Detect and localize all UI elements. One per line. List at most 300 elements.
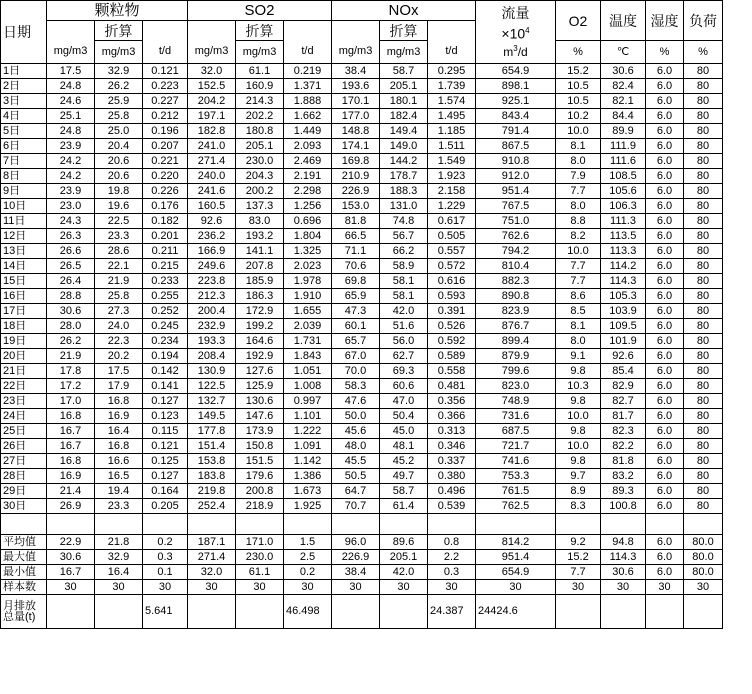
table-cell: 6.0 — [646, 550, 684, 565]
table-cell: 174.1 — [332, 139, 380, 154]
table-row — [1, 349, 723, 364]
table-cell: 69.8 — [332, 274, 380, 289]
row-label-cell: 21日 — [1, 364, 47, 379]
table-cell: 38.4 — [332, 64, 380, 79]
table-cell: 26.5 — [47, 259, 95, 274]
table-cell: 32.9 — [95, 550, 143, 565]
table-cell: 0.127 — [143, 469, 188, 484]
table-row — [1, 124, 723, 139]
table-cell: 20.6 — [95, 154, 143, 169]
blank-cell — [47, 514, 95, 535]
table-cell: 731.6 — [476, 409, 556, 424]
table-cell: 0.380 — [428, 469, 476, 484]
table-cell: 6.0 — [646, 79, 684, 94]
table-cell: 64.7 — [332, 484, 380, 499]
row-label-cell: 23日 — [1, 394, 47, 409]
table-cell: 16.8 — [95, 394, 143, 409]
table-cell: 0.142 — [143, 364, 188, 379]
table-cell: 180.1 — [380, 94, 428, 109]
table-cell: 80.0 — [684, 550, 723, 565]
table-cell: 9.8 — [556, 424, 601, 439]
table-cell: 6.0 — [646, 139, 684, 154]
table-cell: 16.9 — [95, 409, 143, 424]
table-row — [1, 229, 723, 244]
table-cell: 1.739 — [428, 79, 476, 94]
table-cell: 80 — [684, 424, 723, 439]
row-label-cell: 7日 — [1, 154, 47, 169]
table-cell: 173.9 — [236, 424, 284, 439]
blank-cell — [188, 514, 236, 535]
table-cell: 9.8 — [556, 364, 601, 379]
table-cell: 7.7 — [556, 184, 601, 199]
table-cell: 23.3 — [95, 499, 143, 514]
table-cell: 0.211 — [143, 244, 188, 259]
table-cell: 151.5 — [236, 454, 284, 469]
table-cell: 45.2 — [380, 454, 428, 469]
table-cell: 151.4 — [188, 439, 236, 454]
table-row — [1, 304, 723, 319]
table-cell: 152.5 — [188, 79, 236, 94]
table-cell: 0.539 — [428, 499, 476, 514]
table-cell: 17.2 — [47, 379, 95, 394]
table-cell: 1.256 — [284, 199, 332, 214]
table-cell: 236.2 — [188, 229, 236, 244]
row-label-cell: 16日 — [1, 289, 47, 304]
blank-cell — [95, 514, 143, 535]
table-cell: 92.6 — [601, 349, 646, 364]
table-cell: 6.0 — [646, 259, 684, 274]
blank-cell — [601, 514, 646, 535]
table-cell: 2.2 — [428, 550, 476, 565]
table-cell: 16.6 — [95, 454, 143, 469]
table-cell: 23.0 — [47, 199, 95, 214]
table-cell: 30 — [47, 580, 95, 595]
total-empty — [684, 595, 723, 629]
table-cell: 9.8 — [556, 394, 601, 409]
table-cell: 6.0 — [646, 199, 684, 214]
header-particulate-converted: 折算 — [95, 21, 143, 41]
daily-rows — [1, 64, 723, 514]
row-label-cell: 8日 — [1, 169, 47, 184]
table-cell: 0.223 — [143, 79, 188, 94]
total-empty — [380, 595, 428, 629]
table-cell: 10.0 — [556, 124, 601, 139]
table-cell: 1.091 — [284, 439, 332, 454]
row-label-cell: 11日 — [1, 214, 47, 229]
table-cell: 177.8 — [188, 424, 236, 439]
header-so2-blank — [188, 21, 236, 41]
total-nox: 24.387 — [428, 595, 476, 629]
table-cell: 1.449 — [284, 124, 332, 139]
header-particulate: 颗粒物 — [47, 1, 188, 21]
table-cell: 153.0 — [332, 199, 380, 214]
table-row — [1, 94, 723, 109]
table-cell: 130.6 — [236, 394, 284, 409]
table-row — [1, 64, 723, 79]
table-cell: 132.7 — [188, 394, 236, 409]
table-cell: 1.386 — [284, 469, 332, 484]
table-cell: 27.3 — [95, 304, 143, 319]
header-flow-unit-exp: 3 — [513, 44, 518, 54]
table-cell: 131.0 — [380, 199, 428, 214]
table-cell: 25.0 — [95, 124, 143, 139]
table-cell: 10.5 — [556, 94, 601, 109]
table-cell: 28.6 — [95, 244, 143, 259]
table-row — [1, 199, 723, 214]
table-cell: 0.696 — [284, 214, 332, 229]
table-cell: 0.557 — [428, 244, 476, 259]
table-cell: 6.0 — [646, 439, 684, 454]
table-cell: 0.127 — [143, 394, 188, 409]
table-cell: 16.5 — [95, 469, 143, 484]
unit-o2: % — [556, 41, 601, 64]
table-cell: 80 — [684, 469, 723, 484]
table-cell: 58.3 — [332, 379, 380, 394]
table-cell: 192.9 — [236, 349, 284, 364]
row-label-cell: 10日 — [1, 199, 47, 214]
table-cell: 58.1 — [380, 274, 428, 289]
summary-rows — [1, 535, 723, 595]
table-cell: 17.9 — [95, 379, 143, 394]
total-flow: 24424.6 — [476, 595, 556, 629]
table-cell: 8.0 — [556, 199, 601, 214]
table-cell: 0.2 — [143, 535, 188, 550]
table-cell: 0.366 — [428, 409, 476, 424]
table-cell: 10.0 — [556, 409, 601, 424]
table-cell: 60.1 — [332, 319, 380, 334]
table-cell: 21.9 — [47, 349, 95, 364]
table-cell: 182.4 — [380, 109, 428, 124]
table-cell: 26.9 — [47, 499, 95, 514]
table-cell: 21.9 — [95, 274, 143, 289]
table-row — [1, 439, 723, 454]
blank-cell — [428, 514, 476, 535]
table-cell: 186.3 — [236, 289, 284, 304]
table-cell: 26.4 — [47, 274, 95, 289]
table-cell: 210.9 — [332, 169, 380, 184]
table-cell: 66.2 — [380, 244, 428, 259]
header-temp: 温度 — [601, 1, 646, 41]
header-flow-unit — [478, 42, 553, 59]
table-cell: 30.6 — [601, 64, 646, 79]
table-cell: 30 — [684, 580, 723, 595]
table-cell: 0.572 — [428, 259, 476, 274]
table-cell: 80 — [684, 454, 723, 469]
table-cell: 6.0 — [646, 484, 684, 499]
table-cell: 751.0 — [476, 214, 556, 229]
table-cell: 200.8 — [236, 484, 284, 499]
table-cell: 1.511 — [428, 139, 476, 154]
table-cell: 6.0 — [646, 394, 684, 409]
table-cell: 80 — [684, 229, 723, 244]
row-label-cell: 14日 — [1, 259, 47, 274]
table-cell: 1.673 — [284, 484, 332, 499]
table-cell: 767.5 — [476, 199, 556, 214]
table-cell: 30.6 — [47, 550, 95, 565]
table-cell: 80 — [684, 124, 723, 139]
table-cell: 6.0 — [646, 184, 684, 199]
table-cell: 60.6 — [380, 379, 428, 394]
table-cell: 30.6 — [601, 565, 646, 580]
table-cell: 74.8 — [380, 214, 428, 229]
table-cell: 30 — [188, 580, 236, 595]
row-label-cell: 25日 — [1, 424, 47, 439]
table-cell: 21.4 — [47, 484, 95, 499]
table-cell: 45.5 — [332, 454, 380, 469]
table-cell: 23.3 — [95, 229, 143, 244]
table-row — [1, 484, 723, 499]
table-cell: 82.3 — [601, 424, 646, 439]
table-cell: 22.3 — [95, 334, 143, 349]
table-cell: 1.495 — [428, 109, 476, 124]
blank-cell — [476, 514, 556, 535]
table-cell: 0.1 — [143, 565, 188, 580]
table-cell: 149.0 — [380, 139, 428, 154]
table-row — [1, 394, 723, 409]
table-cell: 6.0 — [646, 409, 684, 424]
table-cell: 26.2 — [47, 334, 95, 349]
table-cell: 0.337 — [428, 454, 476, 469]
table-row — [1, 139, 723, 154]
table-cell: 0.164 — [143, 484, 188, 499]
table-cell: 1.101 — [284, 409, 332, 424]
table-cell: 26.2 — [95, 79, 143, 94]
table-cell: 30 — [556, 580, 601, 595]
row-label-cell: 12日 — [1, 229, 47, 244]
table-cell: 26.3 — [47, 229, 95, 244]
table-cell: 6.0 — [646, 124, 684, 139]
total-particulate: 5.641 — [143, 595, 188, 629]
table-cell: 0.141 — [143, 379, 188, 394]
table-cell: 50.5 — [332, 469, 380, 484]
header-date: 日期 — [1, 1, 47, 64]
table-cell: 127.6 — [236, 364, 284, 379]
table-cell: 1.549 — [428, 154, 476, 169]
table-cell: 193.3 — [188, 334, 236, 349]
table-cell: 170.1 — [332, 94, 380, 109]
table-cell: 113.3 — [601, 244, 646, 259]
row-label-cell: 29日 — [1, 484, 47, 499]
table-cell: 2.158 — [428, 184, 476, 199]
table-cell: 823.9 — [476, 304, 556, 319]
summary-row — [1, 550, 723, 565]
blank-cell — [143, 514, 188, 535]
table-cell: 193.2 — [236, 229, 284, 244]
table-cell: 7.7 — [556, 274, 601, 289]
table-cell: 0.201 — [143, 229, 188, 244]
table-cell: 226.9 — [332, 550, 380, 565]
table-cell: 22.1 — [95, 259, 143, 274]
table-cell: 6.0 — [646, 499, 684, 514]
unit-so2-converted-mgm3: mg/m3 — [236, 41, 284, 64]
total-label-line1: 月排放 — [3, 599, 36, 612]
table-cell: 951.4 — [476, 550, 556, 565]
table-cell: 80 — [684, 169, 723, 184]
summary-row — [1, 580, 723, 595]
table-cell: 1.978 — [284, 274, 332, 289]
table-cell: 109.5 — [601, 319, 646, 334]
table-cell: 0.356 — [428, 394, 476, 409]
table-cell: 8.6 — [556, 289, 601, 304]
table-cell: 6.0 — [646, 214, 684, 229]
table-cell: 80.0 — [684, 565, 723, 580]
table-cell: 879.9 — [476, 349, 556, 364]
row-label-cell: 22日 — [1, 379, 47, 394]
row-label-cell: 28日 — [1, 469, 47, 484]
table-cell: 791.4 — [476, 124, 556, 139]
table-cell: 81.8 — [332, 214, 380, 229]
table-cell: 153.8 — [188, 454, 236, 469]
table-cell: 17.5 — [47, 64, 95, 79]
table-cell: 2.093 — [284, 139, 332, 154]
table-cell: 910.8 — [476, 154, 556, 169]
table-cell: 17.8 — [47, 364, 95, 379]
table-cell: 80 — [684, 109, 723, 124]
table-cell: 8.0 — [556, 334, 601, 349]
table-cell: 80 — [684, 79, 723, 94]
table-cell: 16.9 — [47, 469, 95, 484]
table-cell: 6.0 — [646, 424, 684, 439]
table-cell: 101.9 — [601, 334, 646, 349]
table-cell: 24.6 — [47, 94, 95, 109]
table-cell: 0.221 — [143, 154, 188, 169]
table-cell: 1.222 — [284, 424, 332, 439]
table-cell: 810.4 — [476, 259, 556, 274]
table-cell: 1.843 — [284, 349, 332, 364]
table-cell: 10.3 — [556, 379, 601, 394]
table-cell: 30.6 — [47, 304, 95, 319]
table-cell: 17.0 — [47, 394, 95, 409]
table-cell: 214.3 — [236, 94, 284, 109]
table-cell: 0.505 — [428, 229, 476, 244]
table-cell: 823.0 — [476, 379, 556, 394]
table-cell: 0.121 — [143, 439, 188, 454]
table-cell: 10.0 — [556, 439, 601, 454]
table-row — [1, 169, 723, 184]
table-cell: 66.5 — [332, 229, 380, 244]
table-cell: 113.5 — [601, 229, 646, 244]
header-humidity: 湿度 — [646, 1, 684, 41]
table-cell: 843.4 — [476, 109, 556, 124]
table-row — [1, 499, 723, 514]
table-cell: 20.2 — [95, 349, 143, 364]
header-flow-unit-tail: /d — [517, 45, 528, 60]
table-cell: 899.4 — [476, 334, 556, 349]
table-cell: 80 — [684, 304, 723, 319]
total-empty — [332, 595, 380, 629]
table-cell: 0.558 — [428, 364, 476, 379]
table-cell: 83.0 — [236, 214, 284, 229]
unit-particulate-td: t/d — [143, 41, 188, 64]
table-cell: 85.4 — [601, 364, 646, 379]
table-cell: 24.3 — [47, 214, 95, 229]
table-cell: 1.185 — [428, 124, 476, 139]
table-cell: 17.5 — [95, 364, 143, 379]
total-label-line2: 总量(t) — [3, 610, 36, 623]
table-cell: 25.1 — [47, 109, 95, 124]
table-cell: 80 — [684, 379, 723, 394]
table-cell: 1.923 — [428, 169, 476, 184]
table-cell: 8.0 — [556, 154, 601, 169]
row-label-cell: 1日 — [1, 64, 47, 79]
row-label-cell: 3日 — [1, 94, 47, 109]
table-cell: 80 — [684, 364, 723, 379]
table-cell: 6.0 — [646, 565, 684, 580]
table-cell: 8.3 — [556, 499, 601, 514]
table-cell: 6.0 — [646, 454, 684, 469]
row-label-cell: 4日 — [1, 109, 47, 124]
table-cell: 0.3 — [428, 565, 476, 580]
table-cell: 8.1 — [556, 139, 601, 154]
table-cell: 240.0 — [188, 169, 236, 184]
table-cell: 56.7 — [380, 229, 428, 244]
table-cell: 47.6 — [332, 394, 380, 409]
table-cell: 6.0 — [646, 274, 684, 289]
total-empty — [188, 595, 236, 629]
blank-cell — [684, 514, 723, 535]
header-flow-title: 流量 — [501, 4, 530, 21]
table-cell: 748.9 — [476, 394, 556, 409]
table-cell: 2.039 — [284, 319, 332, 334]
table-cell: 882.3 — [476, 274, 556, 289]
table-cell: 80 — [684, 484, 723, 499]
table-cell: 61.1 — [236, 64, 284, 79]
table-cell: 80 — [684, 199, 723, 214]
table-cell: 2.469 — [284, 154, 332, 169]
blank-row — [1, 514, 723, 535]
row-label-cell: 30日 — [1, 499, 47, 514]
table-cell: 9.1 — [556, 349, 601, 364]
table-cell: 1.325 — [284, 244, 332, 259]
table-cell: 80 — [684, 154, 723, 169]
table-cell: 799.6 — [476, 364, 556, 379]
table-cell: 71.1 — [332, 244, 380, 259]
table-cell: 15.2 — [556, 64, 601, 79]
table-cell: 6.0 — [646, 319, 684, 334]
table-cell: 188.3 — [380, 184, 428, 199]
table-cell: 200.2 — [236, 184, 284, 199]
table-cell: 0.391 — [428, 304, 476, 319]
table-cell: 230.0 — [236, 550, 284, 565]
table-cell: 81.7 — [601, 409, 646, 424]
table-cell: 0.3 — [143, 550, 188, 565]
table-cell: 80 — [684, 244, 723, 259]
table-cell: 111.3 — [601, 214, 646, 229]
table-cell: 9.2 — [556, 535, 601, 550]
blank-cell — [556, 514, 601, 535]
unit-particulate-converted-mgm3: mg/m3 — [95, 41, 143, 64]
table-cell: 82.4 — [601, 79, 646, 94]
table-cell: 80 — [684, 274, 723, 289]
table-cell: 762.6 — [476, 229, 556, 244]
table-cell: 47.0 — [380, 394, 428, 409]
unit-particulate-mgm3: mg/m3 — [47, 41, 95, 64]
table-cell: 89.6 — [380, 535, 428, 550]
unit-nox-converted-mgm3: mg/m3 — [380, 41, 428, 64]
table-cell: 149.5 — [188, 409, 236, 424]
table-cell: 0.176 — [143, 199, 188, 214]
table-cell: 32.9 — [95, 64, 143, 79]
row-label-cell: 最小值 — [1, 565, 47, 580]
table-cell: 30 — [646, 580, 684, 595]
table-cell: 249.6 — [188, 259, 236, 274]
table-cell: 8.9 — [556, 484, 601, 499]
table-cell: 8.5 — [556, 304, 601, 319]
table-row — [1, 454, 723, 469]
table-cell: 0.346 — [428, 439, 476, 454]
table-cell: 232.9 — [188, 319, 236, 334]
table-cell: 51.6 — [380, 319, 428, 334]
